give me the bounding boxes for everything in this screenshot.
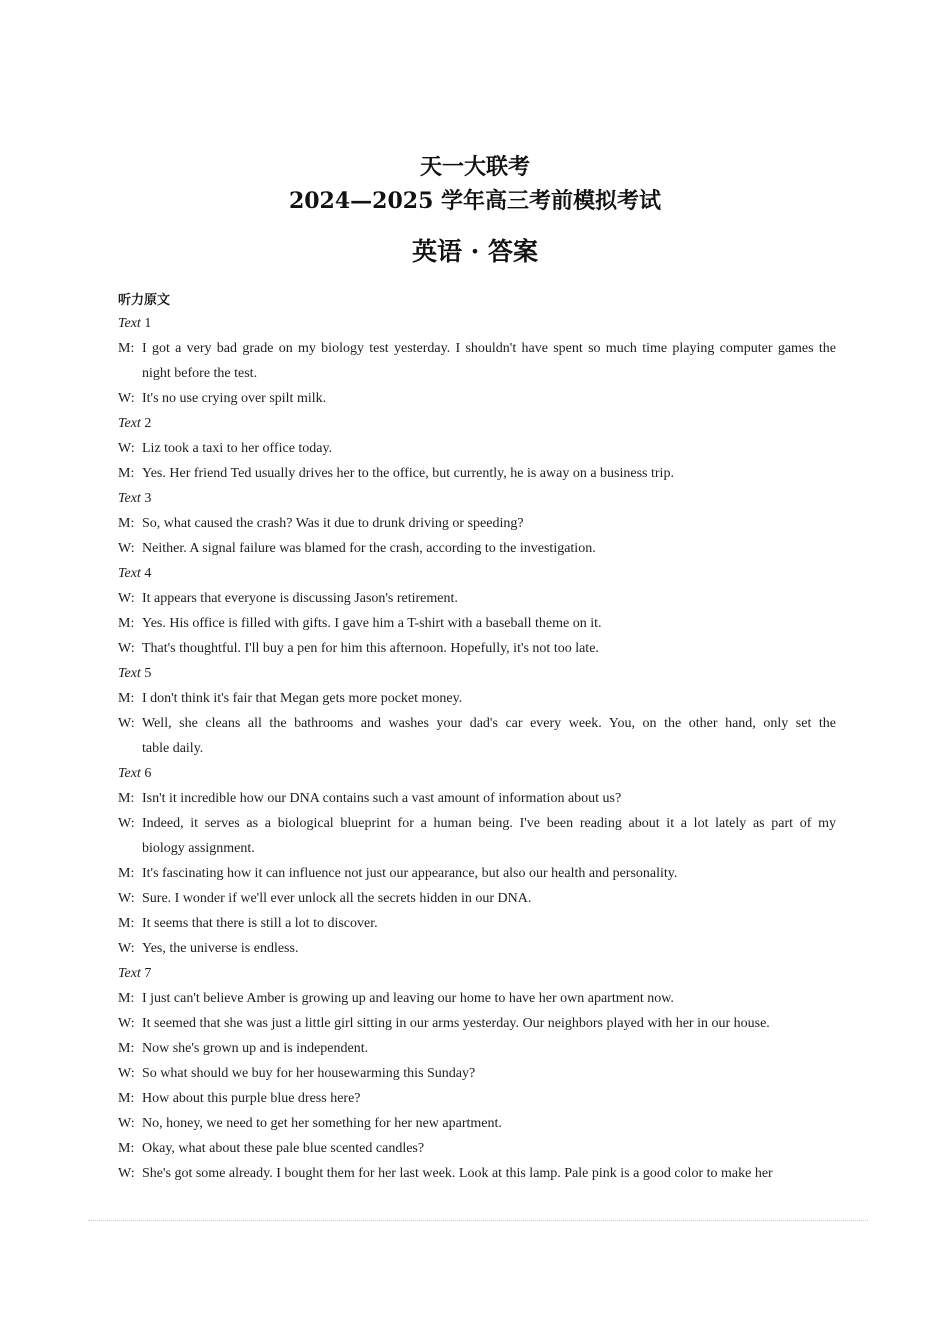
- dialogue-line: [118, 1086, 836, 1111]
- speaker-label: M:: [118, 1041, 135, 1056]
- speaker-label: W:: [118, 541, 135, 556]
- text-label-word: Text: [118, 491, 141, 506]
- speaker-label: M:: [118, 466, 135, 481]
- speaker-label: M:: [118, 791, 135, 806]
- dialogue-text: Sure. I wonder if we'll ever unlock all the secrets hidden in our DNA.: [142, 891, 532, 906]
- exam-organizer-title: 天一大联考: [419, 154, 530, 180]
- speaker-label: W:: [118, 1166, 135, 1181]
- dialogue-line: [118, 1111, 836, 1136]
- dialogue-line: [118, 511, 836, 536]
- text-label-word: Text: [118, 566, 141, 581]
- dialogue-line: [118, 336, 836, 361]
- dialogue-text: I got a very bad grade on my biology test yesterday. I shouldn't have spent so much time playing computer games the: [142, 341, 836, 356]
- speaker-label: M:: [118, 1091, 135, 1106]
- dialogue-line: [118, 986, 836, 1011]
- dialogue-text: So, what caused the crash? Was it due to drunk driving or speeding?: [142, 516, 524, 531]
- speaker-label: M:: [118, 691, 135, 706]
- text-label: [118, 961, 836, 986]
- dialogue-line: [118, 861, 836, 886]
- dialogue-text: No, honey, we need to get her something for her new apartment.: [142, 1116, 502, 1131]
- dialogue-text: It seems that there is still a lot to discover.: [142, 916, 378, 931]
- text-label-word: Text: [118, 316, 141, 331]
- dialogue-text: Indeed, it serves as a biological blueprint for a human being. I've been reading about it a lot lately as part of my: [142, 816, 836, 831]
- dialogue-line: [118, 436, 836, 461]
- dialogue-text: It appears that everyone is discussing Jason's retirement.: [142, 591, 458, 606]
- text-label-number: 3: [144, 491, 152, 506]
- dialogue-line: [118, 636, 836, 661]
- speaker-label: M:: [118, 916, 135, 931]
- speaker-label: W:: [118, 391, 135, 406]
- dialogue-text: Isn't it incredible how our DNA contains such a vast amount of information about us?: [142, 791, 622, 806]
- speaker-label: M:: [118, 516, 135, 531]
- text-label: [118, 761, 836, 786]
- dialogue-text: Yes. Her friend Ted usually drives her to the office, but currently, he is away on a business trip.: [142, 466, 674, 481]
- text-label-number: 5: [144, 666, 152, 681]
- subject-answer-title: 英语 · 答案: [411, 237, 539, 266]
- text-label: [118, 311, 836, 336]
- speaker-label: M:: [118, 341, 135, 356]
- dialogue-text: So what should we buy for her housewarming this Sunday?: [142, 1066, 476, 1081]
- speaker-label: W:: [118, 441, 135, 456]
- dialogue-text-continuation: table daily.: [142, 741, 204, 756]
- text-label-number: 7: [144, 966, 152, 981]
- dialogue-text-continuation: biology assignment.: [142, 841, 255, 856]
- dialogue-text: It's fascinating how it can influence not just our appearance, but also our health and personality.: [142, 866, 678, 881]
- dialogue-line: [118, 536, 836, 561]
- dialogue-line: [118, 386, 836, 411]
- footer-divider: [88, 1220, 868, 1221]
- transcript-body: [118, 311, 836, 1186]
- dialogue-line: [118, 461, 836, 486]
- dialogue-text: I just can't believe Amber is growing up and leaving our home to have her own apartment now.: [142, 991, 674, 1006]
- dialogue-text: I don't think it's fair that Megan gets more pocket money.: [142, 691, 463, 706]
- speaker-label: W:: [118, 1016, 135, 1031]
- speaker-label: M:: [118, 616, 135, 631]
- dialogue-line: [118, 611, 836, 636]
- speaker-label: W:: [118, 941, 135, 956]
- speaker-label: W:: [118, 891, 135, 906]
- text-label-number: 1: [144, 316, 152, 331]
- dialogue-line: [118, 1136, 836, 1161]
- text-label: [118, 411, 836, 436]
- dialogue-text: Yes. His office is filled with gifts. I gave him a T-shirt with a baseball theme on it.: [142, 616, 602, 631]
- text-label: [118, 486, 836, 511]
- dialogue-text: It's no use crying over spilt milk.: [142, 391, 327, 406]
- dialogue-text-continuation: night before the test.: [142, 366, 258, 381]
- text-label-number: 2: [144, 416, 152, 431]
- text-label-number: 4: [144, 566, 152, 581]
- speaker-label: W:: [118, 1116, 135, 1131]
- speaker-label: W:: [118, 816, 135, 831]
- section-heading: 听力原文: [118, 293, 171, 308]
- dialogue-text: Now she's grown up and is independent.: [142, 1041, 369, 1056]
- dialogue-line: [118, 686, 836, 711]
- text-label-word: Text: [118, 766, 141, 781]
- dialogue-text: That's thoughtful. I'll buy a pen for him this afternoon. Hopefully, it's not too late.: [142, 641, 599, 656]
- dialogue-line: [118, 786, 836, 811]
- dialogue-text: It seemed that she was just a little girl sitting in our arms yesterday. Our neighbors played with her in our house.: [142, 1016, 770, 1031]
- dialogue-line: [118, 1161, 836, 1186]
- dialogue-text: Yes, the universe is endless.: [142, 941, 299, 956]
- dialogue-line: [118, 586, 836, 611]
- dialogue-line: [118, 811, 836, 836]
- dialogue-text: Neither. A signal failure was blamed for the crash, according to the investigation.: [142, 541, 596, 556]
- speaker-label: M:: [118, 1141, 135, 1156]
- speaker-label: M:: [118, 866, 135, 881]
- text-label-word: Text: [118, 666, 141, 681]
- dialogue-line: [118, 911, 836, 936]
- speaker-label: W:: [118, 641, 135, 656]
- dialogue-text: Well, she cleans all the bathrooms and washes your dad's car every week. You, on the other hand, only set the: [142, 716, 836, 731]
- dialogue-text: Okay, what about these pale blue scented candles?: [142, 1141, 425, 1156]
- dialogue-line: [118, 936, 836, 961]
- speaker-label: M:: [118, 991, 135, 1006]
- text-label-number: 6: [144, 766, 152, 781]
- exam-name-title: 2024—2025 学年高三考前模拟考试: [288, 188, 662, 214]
- text-label-word: Text: [118, 416, 141, 431]
- dialogue-text: Liz took a taxi to her office today.: [142, 441, 333, 456]
- speaker-label: W:: [118, 716, 135, 731]
- dialogue-text: How about this purple blue dress here?: [142, 1091, 361, 1106]
- dialogue-line: [118, 1061, 836, 1086]
- dialogue-text: She's got some already. I bought them for her last week. Look at this lamp. Pale pink is a good color to make her: [142, 1166, 773, 1181]
- text-label: [118, 561, 836, 586]
- speaker-label: W:: [118, 1066, 135, 1081]
- text-label: [118, 661, 836, 686]
- dialogue-line: [118, 886, 836, 911]
- text-label-word: Text: [118, 966, 141, 981]
- dialogue-line: [118, 1011, 836, 1036]
- dialogue-line: [118, 711, 836, 736]
- dialogue-line: [118, 1036, 836, 1061]
- speaker-label: W:: [118, 591, 135, 606]
